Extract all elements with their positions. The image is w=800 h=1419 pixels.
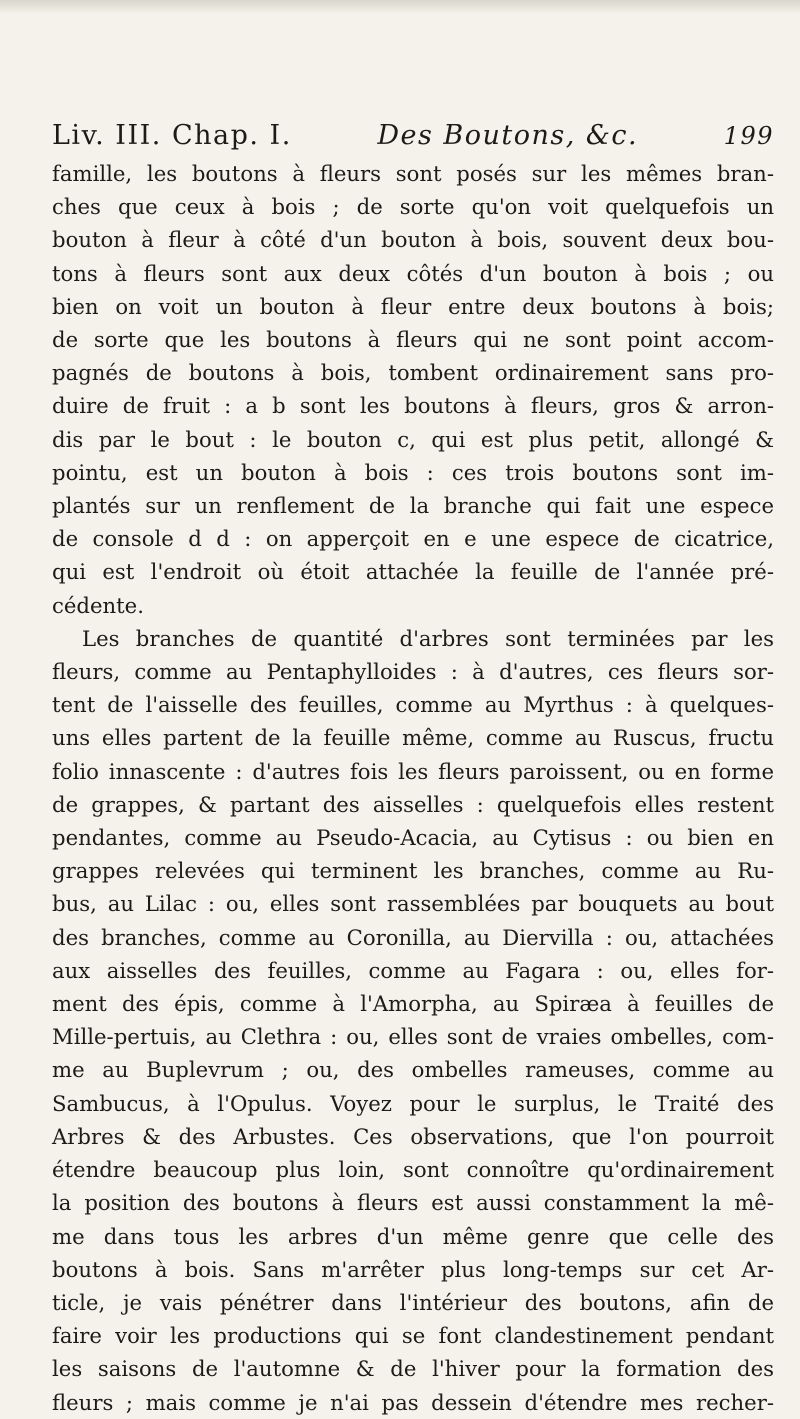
- text-line: Mille-pertuis, au Clethra : ou, elles sont de vraies ombelles, com-: [52, 1024, 774, 1050]
- text-line: qui est l'endroit où étoit attachée la feuille de l'année pré-: [52, 559, 774, 585]
- text-line: folio innascente : d'autres fois les fleurs paroissent, ou en forme: [52, 758, 774, 784]
- text-line: la position des boutons à fleurs est aussi constamment la mê-: [52, 1190, 774, 1216]
- page-top-edge: [0, 0, 800, 14]
- text-line: pagnés de boutons à bois, tombent ordinairement sans pro-: [52, 360, 774, 386]
- text-line: dis par le bout : le bouton c, qui est plus petit, allongé &: [52, 426, 774, 452]
- text-line: tons à fleurs sont aux deux côtés d'un bouton à bois ; ou: [52, 260, 774, 286]
- paragraph: [52, 622, 774, 1419]
- text-line: famille, les boutons à fleurs sont posés sur les mêmes bran-: [52, 161, 774, 186]
- text-line: ticle, je vais pénétrer dans l'intérieur des boutons, afin de: [52, 1289, 774, 1315]
- text-line: ment des épis, comme à l'Amorpha, au Spiræa à feuilles de: [52, 991, 774, 1017]
- text-line: fleurs ; mais comme je n'ai pas dessein d'étendre mes recher-: [52, 1389, 774, 1415]
- text-line: les saisons de l'automne & de l'hiver pour la formation des: [52, 1356, 774, 1382]
- text-line: uns elles partent de la feuille même, comme au Ruscus, fructu: [52, 725, 774, 751]
- text-line: bouton à fleur à côté d'un bouton à bois, souvent deux bou-: [52, 227, 774, 253]
- page-number: 199: [723, 122, 774, 150]
- text-line: bien on voit un bouton à fleur entre deux boutons à bois;: [52, 293, 774, 319]
- text-line: bus, au Lilac : ou, elles sont rassemblées par bouquets au bout: [52, 891, 774, 917]
- text-line: aux aisselles des feuilles, comme au Fagara : ou, elles for-: [52, 957, 774, 983]
- body-text: [52, 157, 774, 1419]
- text-line: me dans tous les arbres d'un même genre que celle des: [52, 1223, 774, 1249]
- text-line: pointu, est un bouton à bois : ces trois boutons sont im-: [52, 459, 774, 485]
- text-line: Arbres & des Arbustes. Ces observations, que l'on pourroit: [52, 1123, 774, 1149]
- text-line: ches que ceux à bois ; de sorte qu'on voit quelquefois un: [52, 194, 774, 220]
- book-page: [52, 120, 774, 1419]
- text-line: boutons à bois. Sans m'arrêter plus long-temps sur cet Ar-: [52, 1256, 774, 1282]
- text-line: Sambucus, à l'Opulus. Voyez pour le surplus, le Traité des: [52, 1090, 774, 1116]
- text-line: étendre beaucoup plus loin, sont connoître qu'ordinairement: [52, 1157, 774, 1183]
- paragraph: [52, 157, 774, 622]
- text-line: cédente.: [52, 592, 144, 618]
- text-line: de console d d : on apperçoit en e une espece de cicatrice,: [52, 526, 774, 552]
- text-line: Les branches de quantité d'arbres sont terminées par les: [82, 625, 774, 651]
- text-line: fleurs, comme au Pentaphylloides : à d'autres, ces fleurs sor-: [52, 659, 774, 685]
- text-line: plantés sur un renflement de la branche qui fait une espece: [52, 493, 774, 519]
- section-title: Des Boutons, &c.: [377, 120, 639, 151]
- text-line: des branches, comme au Coronilla, au Diervilla : ou, attachées: [52, 924, 774, 950]
- text-line: de sorte que les boutons à fleurs qui ne sont point accom-: [52, 327, 774, 353]
- text-line: me au Buplevrum ; ou, des ombelles rameuses, comme au: [52, 1057, 774, 1083]
- text-line: pendantes, comme au Pseudo-Acacia, au Cytisus : ou bien en: [52, 825, 774, 851]
- chapter-label: Liv. III. Chap. I.: [52, 120, 292, 151]
- text-line: de grappes, & partant des aisselles : quelquefois elles restent: [52, 791, 774, 817]
- text-line: faire voir les productions qui se font clandestinement pendant: [52, 1323, 774, 1349]
- text-line: tent de l'aisselle des feuilles, comme au Myrthus : à quelques-: [52, 692, 774, 718]
- text-line: grappes relevées qui terminent les branches, comme au Ru-: [52, 858, 774, 884]
- text-line: duire de fruit : a b sont les boutons à fleurs, gros & arron-: [52, 393, 774, 419]
- running-head: [52, 120, 774, 151]
